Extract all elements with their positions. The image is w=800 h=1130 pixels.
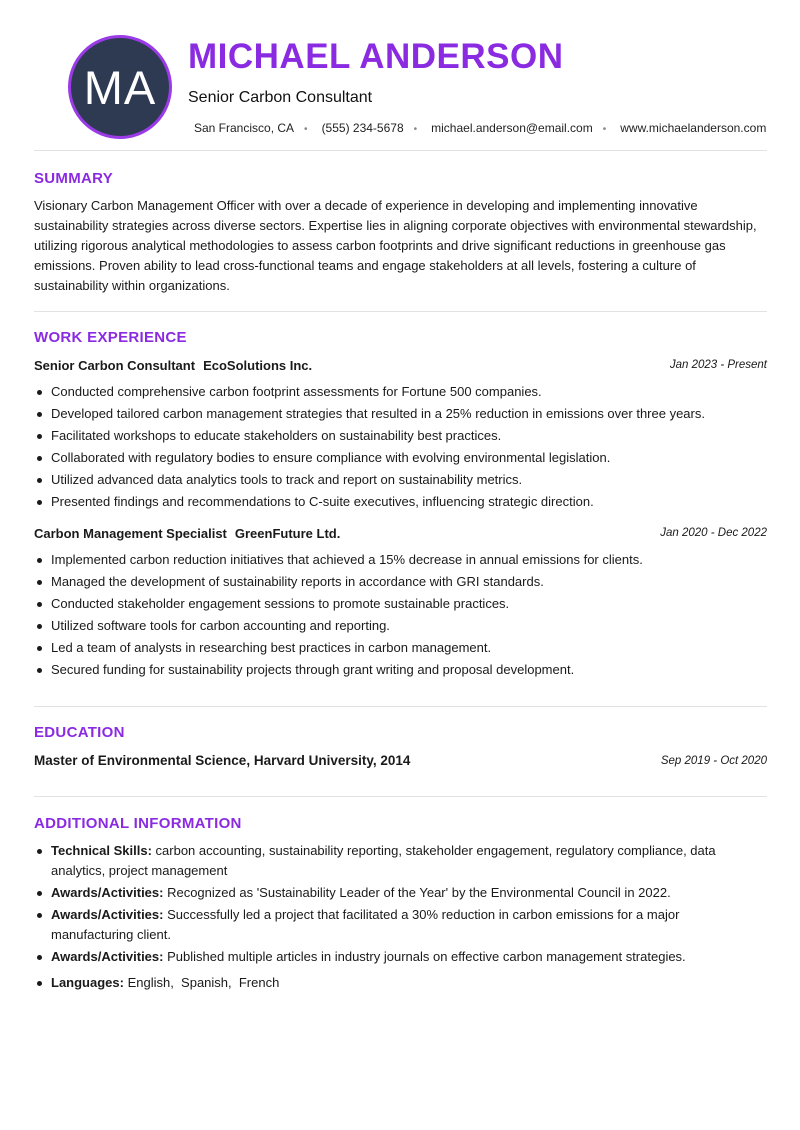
job-bullet: Implemented carbon reduction initiatives that achieved a 15% decrease in annual emissions for clients. [34,549,774,571]
info-item-award [34,883,754,903]
additional-information-list [34,841,754,995]
job-role: Carbon Management Specialist [34,526,227,541]
info-label: Awards/Activities: [51,885,164,900]
info-item-technical-skills [34,841,754,881]
job-company: GreenFuture Ltd. [234,526,341,541]
job-bullet: Secured funding for sustainability projects through grant writing and proposal development. [34,659,774,681]
section-divider [34,311,767,312]
avatar [68,35,172,139]
info-label: Technical Skills: [51,843,152,858]
candidate-title: Senior Carbon Consultant [188,89,373,106]
info-item-languages [34,973,754,993]
section-divider [34,796,767,797]
info-text: Recognized as 'Sustainability Leader of the Year' by the Environmental Council in 2022. [163,885,671,900]
contact-line [194,121,766,135]
separator-dot: • [413,124,418,135]
candidate-name: MICHAEL ANDERSON [188,37,564,76]
info-label: Awards/Activities: [51,907,164,922]
separator-dot: • [304,124,308,135]
contact-location: San Francisco, CA [194,121,295,135]
summary-text: Visionary Carbon Management Officer with over a decade of experience in developing and implementing innovative sustainability strategies across diverse sectors. Expertise lies in aligning corporate objectives with environmental stewardship, utilizing rigorous analytical methodologies to assess carbon footprints and drive significant reductions in greenhouse gas emissions. Proven ability to lead cross-functional teams and engage stakeholders at all levels, fostering a culture of sustainability within organizations. [34,198,757,293]
info-text: Published multiple articles in industry journals on effective carbon management strategies. [163,949,686,964]
education-dates: Sep 2019 - Oct 2020 [660,755,767,767]
job-bullet: Developed tailored carbon management strategies that resulted in a 25% reduction in emissions over three years. [34,403,774,425]
section-divider [34,706,767,707]
job-header [34,358,767,373]
job-role: Senior Carbon Consultant [34,358,196,373]
job-bullet: Conducted stakeholder engagement sessions to promote sustainable practices. [34,593,774,615]
additional-information-heading: ADDITIONAL INFORMATION [34,815,242,832]
education-heading: EDUCATION [34,724,125,741]
job-bullet: Presented findings and recommendations to C-suite executives, influencing strategic direction. [34,491,774,513]
job-dates: Jan 2023 - Present [669,359,767,371]
job-bullet: Collaborated with regulatory bodies to ensure compliance with evolving environmental legislation. [34,447,774,469]
job-bullet: Utilized advanced data analytics tools to track and report on sustainability metrics. [34,469,774,491]
info-label: Awards/Activities: [51,949,164,964]
contact-email[interactable]: michael.anderson@email.com [431,121,593,135]
work-experience-heading: WORK EXPERIENCE [34,329,187,346]
job-bullets [34,549,774,681]
job-dates: Jan 2020 - Dec 2022 [660,527,767,539]
info-text: carbon accounting, sustainability reporting, stakeholder engagement, regulatory compliance, data analytics, project management [51,843,716,878]
contact-website[interactable]: www.michaelanderson.com [620,121,767,135]
education-entry [34,753,767,768]
job-bullets [34,381,774,513]
section-divider [34,150,767,151]
job-bullet: Utilized software tools for carbon accounting and reporting. [34,615,774,637]
separator-dot: • [602,124,607,135]
resume-header [34,0,767,150]
education-degree: Master of Environmental Science, Harvard University, 2014 [34,753,411,768]
info-item-award [34,947,754,967]
info-text: Successfully led a project that facilitated a 30% reduction in carbon emissions for a major manufacturing client. [51,907,680,942]
info-item-award [34,905,754,945]
job-bullet: Conducted comprehensive carbon footprint assessments for Fortune 500 companies. [34,381,774,403]
info-label: Languages: [51,975,124,990]
job-bullet: Led a team of analysts in researching best practices in carbon management. [34,637,774,659]
job-company: EcoSolutions Inc. [203,358,313,373]
avatar-initials: MA [83,60,157,114]
contact-phone: (555) 234-5678 [321,121,404,135]
info-text: English, Spanish, French [123,975,280,990]
job-bullet: Managed the development of sustainability reports in accordance with GRI standards. [34,571,774,593]
summary-heading: SUMMARY [34,170,114,187]
job-bullet: Facilitated workshops to educate stakeholders on sustainability best practices. [34,425,774,447]
job-header [34,526,767,541]
